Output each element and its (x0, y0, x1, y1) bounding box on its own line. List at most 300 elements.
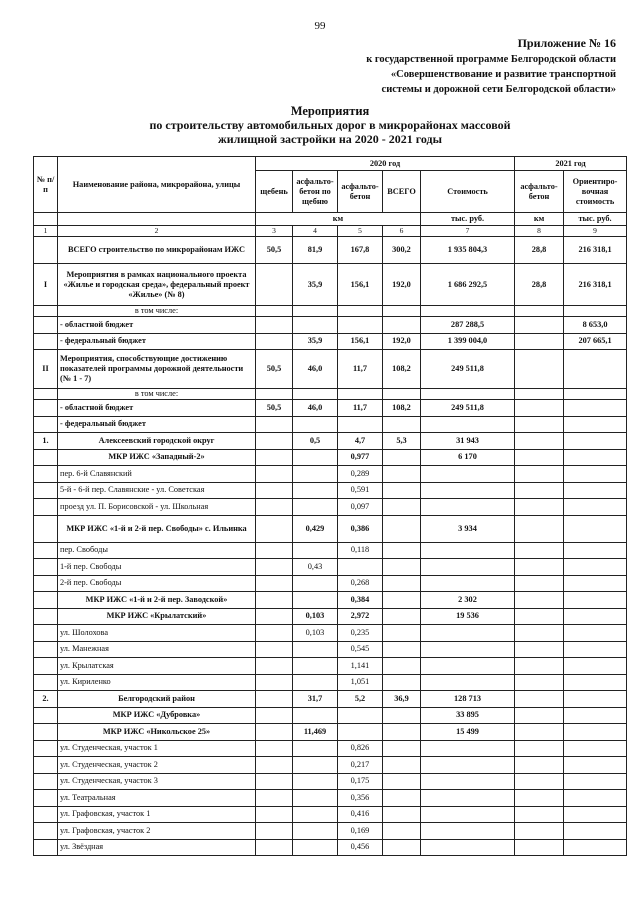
cell-col-3 (256, 317, 293, 334)
cell-col-7 (421, 806, 515, 823)
cell-col-4: 46,0 (293, 400, 338, 417)
table-row (34, 691, 627, 708)
cell-col-8 (515, 575, 564, 592)
cell-col-4: 81,9 (293, 237, 338, 264)
cell-col-3 (256, 691, 293, 708)
table-row (34, 575, 627, 592)
table-row (34, 806, 627, 823)
table-row (34, 449, 627, 466)
cell-col-4 (293, 790, 338, 807)
row-number (34, 333, 58, 350)
cell-col-4 (293, 306, 338, 317)
cell-col-3: 50,5 (256, 350, 293, 389)
row-number (34, 416, 58, 433)
cell-col-4 (293, 658, 338, 675)
cell-col-6 (383, 625, 421, 642)
cell-col-7: 31 943 (421, 433, 515, 450)
row-number (34, 625, 58, 642)
cell-col-7: 6 170 (421, 449, 515, 466)
header-row-units (34, 213, 627, 226)
table-row (34, 625, 627, 642)
cell-col-9 (564, 559, 627, 576)
table-row (34, 608, 627, 625)
table-row (34, 773, 627, 790)
cell-col-5: 156,1 (338, 264, 383, 306)
unit-km-2021: км (515, 213, 564, 226)
cell-col-4 (293, 839, 338, 856)
cell-col-8 (515, 416, 564, 433)
cell-col-5: 167,8 (338, 237, 383, 264)
cell-col-8 (515, 740, 564, 757)
cell-col-3 (256, 306, 293, 317)
cell-col-5: 0,175 (338, 773, 383, 790)
row-name: ул. Крылатская (58, 658, 256, 675)
cell-col-7 (421, 658, 515, 675)
cell-col-9 (564, 350, 627, 389)
cell-col-9 (564, 389, 627, 400)
colnum: 5 (338, 226, 383, 237)
cell-col-4 (293, 542, 338, 559)
cell-col-9 (564, 433, 627, 450)
table-row (34, 264, 627, 306)
cell-col-5 (338, 416, 383, 433)
header-approx-cost: Ориентиро-вочная стоимость (564, 171, 627, 213)
cell-col-3 (256, 674, 293, 691)
cell-col-4 (293, 575, 338, 592)
cell-col-7: 128 713 (421, 691, 515, 708)
cell-col-5: 0,097 (338, 499, 383, 516)
cell-col-3 (256, 449, 293, 466)
cell-col-6 (383, 823, 421, 840)
cell-col-5: 0,545 (338, 641, 383, 658)
cell-col-8 (515, 707, 564, 724)
cell-col-5: 11,7 (338, 350, 383, 389)
page-number: 99 (314, 20, 326, 32)
cell-col-5: 0,977 (338, 449, 383, 466)
cell-col-6: 192,0 (383, 333, 421, 350)
row-number (34, 707, 58, 724)
row-number: 1. (34, 433, 58, 450)
cell-col-7 (421, 466, 515, 483)
cell-col-6 (383, 592, 421, 609)
cell-col-8 (515, 592, 564, 609)
cell-col-5 (338, 306, 383, 317)
row-number (34, 823, 58, 840)
table-row (34, 641, 627, 658)
cell-col-5: 0,591 (338, 482, 383, 499)
cell-col-7 (421, 773, 515, 790)
table-row (34, 740, 627, 757)
cell-col-4: 0,103 (293, 608, 338, 625)
title-line-3: жилищной застройки на 2020 - 2021 годы (218, 132, 442, 146)
table-row (34, 400, 627, 417)
cell-col-7 (421, 674, 515, 691)
cell-col-7 (421, 790, 515, 807)
row-name: - областной бюджет (58, 317, 256, 334)
row-number (34, 641, 58, 658)
table-row (34, 333, 627, 350)
row-number (34, 449, 58, 466)
cell-col-8 (515, 839, 564, 856)
row-name: МКР ИЖС «Крылатский» (58, 608, 256, 625)
cell-col-4: 35,9 (293, 333, 338, 350)
cell-col-5: 0,384 (338, 592, 383, 609)
row-number: I (34, 264, 58, 306)
cell-col-7 (421, 389, 515, 400)
cell-col-3 (256, 707, 293, 724)
cell-col-5: 1,141 (338, 658, 383, 675)
cell-col-9 (564, 773, 627, 790)
cell-col-8 (515, 317, 564, 334)
cell-col-5: 0,268 (338, 575, 383, 592)
row-name: 1-й пер. Свободы (58, 559, 256, 576)
appendix-line-2: «Совершенствование и развитие транспортной (390, 69, 616, 80)
cell-col-3 (256, 625, 293, 642)
cell-col-8 (515, 306, 564, 317)
table-row (34, 790, 627, 807)
header-2020: 2020 год (256, 157, 515, 171)
table-row (34, 515, 627, 542)
cell-col-3 (256, 839, 293, 856)
row-name: в том числе: (58, 306, 256, 317)
cell-col-8: 28,8 (515, 264, 564, 306)
cell-col-3 (256, 806, 293, 823)
cell-col-5 (338, 317, 383, 334)
cell-col-3 (256, 790, 293, 807)
cell-col-4 (293, 449, 338, 466)
row-number (34, 790, 58, 807)
cell-col-6 (383, 482, 421, 499)
cell-col-3 (256, 466, 293, 483)
cell-col-8 (515, 773, 564, 790)
cell-col-7: 2 302 (421, 592, 515, 609)
cell-col-8 (515, 806, 564, 823)
cell-col-8 (515, 691, 564, 708)
row-number (34, 773, 58, 790)
cell-col-5: 0,386 (338, 515, 383, 542)
cell-col-4: 0,43 (293, 559, 338, 576)
appendix-header (280, 36, 616, 97)
cell-col-3: 50,5 (256, 400, 293, 417)
table-row (34, 237, 627, 264)
cell-col-7: 33 895 (421, 707, 515, 724)
cell-col-9: 216 318,1 (564, 237, 627, 264)
row-name: - федеральный бюджет (58, 333, 256, 350)
header-asph-on-sheben: асфальто-бетон по щебню (293, 171, 338, 213)
table-row (34, 592, 627, 609)
row-name: проезд ул. П. Борисовской - ул. Школьная (58, 499, 256, 516)
cell-col-6 (383, 674, 421, 691)
cell-col-4 (293, 389, 338, 400)
cell-col-6 (383, 724, 421, 741)
row-number (34, 515, 58, 542)
cell-col-4: 35,9 (293, 264, 338, 306)
cell-col-6 (383, 449, 421, 466)
cell-col-4 (293, 499, 338, 516)
cell-col-8 (515, 625, 564, 642)
cell-col-7: 249 511,8 (421, 350, 515, 389)
cell-col-8 (515, 674, 564, 691)
cell-col-4: 0,5 (293, 433, 338, 450)
header-sheben: щебень (256, 171, 293, 213)
cell-col-9 (564, 449, 627, 466)
cell-col-6 (383, 317, 421, 334)
table-row (34, 823, 627, 840)
cell-col-3 (256, 333, 293, 350)
cell-col-6 (383, 740, 421, 757)
row-name: ул. Студенческая, участок 2 (58, 757, 256, 774)
header-asph-2021: асфальто-бетон (515, 171, 564, 213)
cell-col-6 (383, 757, 421, 774)
row-name: МКР ИЖС «1-й и 2-й пер. Заводской» (58, 592, 256, 609)
cell-col-4 (293, 740, 338, 757)
cell-col-7 (421, 740, 515, 757)
header-name: Наименование района, микрорайона, улицы (58, 157, 256, 213)
cell-col-6 (383, 608, 421, 625)
row-name: ул. Шолохова (58, 625, 256, 642)
cell-col-7: 1 686 292,5 (421, 264, 515, 306)
cell-col-5: 0,118 (338, 542, 383, 559)
cell-col-8 (515, 757, 564, 774)
row-number: II (34, 350, 58, 389)
cell-col-3 (256, 264, 293, 306)
cell-col-9 (564, 707, 627, 724)
row-name: - федеральный бюджет (58, 416, 256, 433)
row-number (34, 658, 58, 675)
cell-col-3 (256, 823, 293, 840)
row-name: ул. Манежная (58, 641, 256, 658)
cell-col-7 (421, 757, 515, 774)
cell-col-4: 46,0 (293, 350, 338, 389)
cell-col-3 (256, 433, 293, 450)
cell-col-9 (564, 466, 627, 483)
cell-col-4 (293, 641, 338, 658)
table-row (34, 658, 627, 675)
row-number (34, 542, 58, 559)
cell-col-8 (515, 389, 564, 400)
cell-col-7 (421, 482, 515, 499)
cell-col-8 (515, 350, 564, 389)
cell-col-3 (256, 592, 293, 609)
colnum: 8 (515, 226, 564, 237)
cell-col-8 (515, 466, 564, 483)
cell-col-8 (515, 499, 564, 516)
cell-col-7 (421, 823, 515, 840)
row-number (34, 740, 58, 757)
table-row (34, 433, 627, 450)
cell-col-4: 0,429 (293, 515, 338, 542)
cell-col-5 (338, 707, 383, 724)
cell-col-4: 11,469 (293, 724, 338, 741)
cell-col-6 (383, 839, 421, 856)
cell-col-8 (515, 333, 564, 350)
cell-col-3 (256, 757, 293, 774)
cell-col-8 (515, 449, 564, 466)
cell-col-5: 0,289 (338, 466, 383, 483)
row-name: 5-й - 6-й пер. Славянские - ул. Советская (58, 482, 256, 499)
row-name: ул. Графовская, участок 2 (58, 823, 256, 840)
cell-col-6 (383, 466, 421, 483)
row-name: Белгородский район (58, 691, 256, 708)
cell-col-8: 28,8 (515, 237, 564, 264)
cell-col-3 (256, 740, 293, 757)
cell-col-7: 15 499 (421, 724, 515, 741)
cell-col-3 (256, 559, 293, 576)
cell-col-8 (515, 515, 564, 542)
cell-col-5: 0,826 (338, 740, 383, 757)
table-row (34, 306, 627, 317)
cell-col-7: 287 288,5 (421, 317, 515, 334)
row-number (34, 400, 58, 417)
cell-col-8 (515, 790, 564, 807)
cell-col-7 (421, 559, 515, 576)
cell-col-9 (564, 306, 627, 317)
cell-col-5: 11,7 (338, 400, 383, 417)
cell-col-4 (293, 757, 338, 774)
cell-col-8 (515, 823, 564, 840)
cell-col-3 (256, 482, 293, 499)
cell-col-9 (564, 400, 627, 417)
cell-col-4 (293, 823, 338, 840)
row-name: пер. 6-й Славянский (58, 466, 256, 483)
table-row (34, 674, 627, 691)
cell-col-9 (564, 839, 627, 856)
cell-col-5: 5,2 (338, 691, 383, 708)
row-name: ул. Графовская, участок 1 (58, 806, 256, 823)
colnum: 7 (421, 226, 515, 237)
row-number (34, 317, 58, 334)
cell-col-7 (421, 542, 515, 559)
table-row (34, 839, 627, 856)
row-number (34, 389, 58, 400)
header-num: № п/п (34, 157, 58, 213)
cell-col-5 (338, 559, 383, 576)
cell-col-4 (293, 773, 338, 790)
cell-col-8 (515, 400, 564, 417)
cell-col-9 (564, 724, 627, 741)
cell-col-9 (564, 658, 627, 675)
cell-col-6 (383, 499, 421, 516)
cell-col-4 (293, 317, 338, 334)
cell-col-4 (293, 482, 338, 499)
cell-col-4: 0,103 (293, 625, 338, 642)
row-name: ул. Звёздная (58, 839, 256, 856)
cell-col-6 (383, 790, 421, 807)
row-number (34, 839, 58, 856)
row-number (34, 674, 58, 691)
table-row (34, 499, 627, 516)
cell-col-9 (564, 806, 627, 823)
cell-col-9: 8 653,0 (564, 317, 627, 334)
table-row (34, 482, 627, 499)
colnum: 2 (58, 226, 256, 237)
row-number (34, 575, 58, 592)
cell-col-5: 0,416 (338, 806, 383, 823)
row-number: 2. (34, 691, 58, 708)
colnum: 3 (256, 226, 293, 237)
row-number (34, 559, 58, 576)
table-row (34, 317, 627, 334)
cell-col-3 (256, 724, 293, 741)
row-number (34, 466, 58, 483)
cell-col-9 (564, 575, 627, 592)
cell-col-3 (256, 416, 293, 433)
cell-col-5: 0,217 (338, 757, 383, 774)
cell-col-9 (564, 674, 627, 691)
cell-col-7 (421, 499, 515, 516)
cell-col-3 (256, 515, 293, 542)
row-number (34, 482, 58, 499)
cell-col-3 (256, 608, 293, 625)
cell-col-9 (564, 691, 627, 708)
cell-col-6 (383, 575, 421, 592)
cell-col-3: 50,5 (256, 237, 293, 264)
cell-col-7 (421, 575, 515, 592)
cell-col-7: 1 935 804,3 (421, 237, 515, 264)
row-name: Мероприятия, способствующие достижению показателей программы дорожной деятельности (№ 1 - 7) (58, 350, 256, 389)
cell-col-5: 4,7 (338, 433, 383, 450)
roads-table (33, 156, 627, 856)
cell-col-6: 36,9 (383, 691, 421, 708)
cell-col-7 (421, 416, 515, 433)
cell-col-3 (256, 499, 293, 516)
cell-col-3 (256, 773, 293, 790)
cell-col-8 (515, 724, 564, 741)
cell-col-9 (564, 592, 627, 609)
row-name: Мероприятия в рамках национального проекта «Жилье и городская среда», федеральный проект «Жилье» (№ 8) (58, 264, 256, 306)
table-row (34, 724, 627, 741)
row-name: ул. Театральная (58, 790, 256, 807)
cell-col-5: 156,1 (338, 333, 383, 350)
row-name: Алексеевский городской округ (58, 433, 256, 450)
cell-col-5 (338, 724, 383, 741)
cell-col-8 (515, 641, 564, 658)
cell-col-9 (564, 416, 627, 433)
cell-col-6: 108,2 (383, 400, 421, 417)
cell-col-6: 300,2 (383, 237, 421, 264)
cell-col-5: 2,972 (338, 608, 383, 625)
row-name: 2-й пер. Свободы (58, 575, 256, 592)
cell-col-3 (256, 389, 293, 400)
cell-col-9 (564, 542, 627, 559)
cell-col-4 (293, 416, 338, 433)
unit-km: км (256, 213, 421, 226)
cell-col-4 (293, 592, 338, 609)
table-row (34, 466, 627, 483)
header-asph: асфальто-бетон (338, 171, 383, 213)
cell-col-9 (564, 482, 627, 499)
cell-col-6 (383, 658, 421, 675)
cell-col-5: 1,051 (338, 674, 383, 691)
row-number (34, 237, 58, 264)
cell-col-5: 0,456 (338, 839, 383, 856)
row-name: ВСЕГО строительство по микрорайонам ИЖС (58, 237, 256, 264)
cell-col-9: 207 665,1 (564, 333, 627, 350)
header-total: ВСЕГО (383, 171, 421, 213)
row-number (34, 499, 58, 516)
header-2021: 2021 год (515, 157, 627, 171)
unit-rub-2021: тыс. руб. (564, 213, 627, 226)
cell-col-7 (421, 839, 515, 856)
colnum: 4 (293, 226, 338, 237)
cell-col-9 (564, 608, 627, 625)
appendix-line-3: системы и дорожной сети Белгородской области» (381, 84, 616, 95)
cell-col-4 (293, 707, 338, 724)
cell-col-6 (383, 542, 421, 559)
cell-col-4: 31,7 (293, 691, 338, 708)
cell-col-9 (564, 823, 627, 840)
title-line-1: Мероприятия (290, 104, 370, 118)
